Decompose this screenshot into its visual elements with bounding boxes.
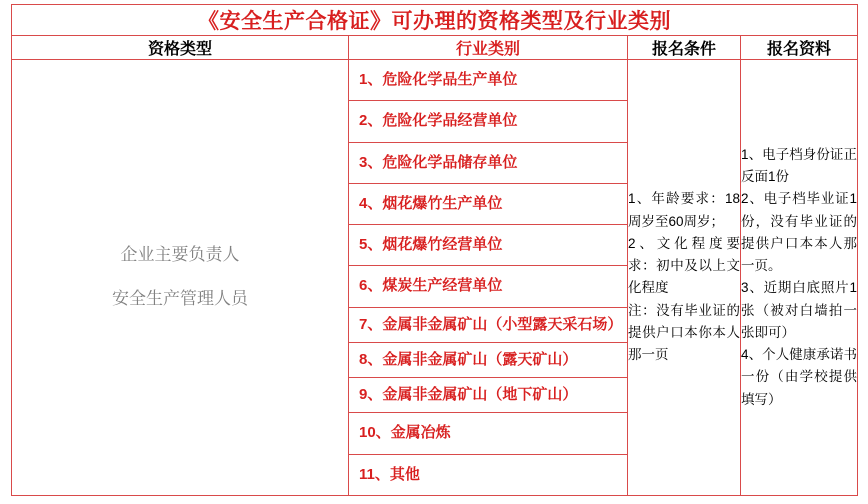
material-item: 4、个人健康承诺书一份（由学校提供填写） [741, 347, 857, 407]
list-item: 6、煤炭生产经营单位 [349, 266, 627, 307]
list-item: 5、烟花爆竹经营单位 [349, 225, 627, 266]
material-item: 2、电子档毕业证1份，没有毕业证的提供户口本本人那一页。 [741, 191, 857, 274]
table-content-row [12, 60, 858, 496]
qualification-type-cell [12, 60, 349, 496]
page-title: 《安全生产合格证》可办理的资格类型及行业类别 [198, 10, 671, 33]
material-item: 1、电子档身份证正反面1份 [741, 146, 857, 185]
industry-category-cell [349, 60, 628, 496]
document-page [0, 4, 868, 504]
column-header-registration-materials: 报名资料 [741, 36, 858, 60]
list-item: 7、金属非金属矿山（小型露天采石场） [349, 308, 627, 343]
qualification-type-item: 企业主要负责人 [120, 245, 240, 265]
condition-item: 注：没有毕业证的提供户口本你本人那一页 [628, 302, 740, 363]
material-item: 3、近期白底照片1张（被对白墙拍一张即可） [741, 280, 857, 340]
list-item: 3、危险化学品储存单位 [349, 143, 627, 184]
column-header-registration-conditions: 报名条件 [628, 36, 741, 60]
document-title-cell [12, 5, 858, 36]
list-item: 4、烟花爆竹生产单位 [349, 184, 627, 225]
list-item: 8、金属非金属矿山（露天矿山） [349, 343, 627, 378]
list-item: 1、危险化学品生产单位 [349, 60, 627, 101]
industry-category-list [349, 60, 627, 495]
list-item: 9、金属非金属矿山（地下矿山） [349, 378, 627, 413]
condition-item: 2、文化程度要求：初中及以上文化程度 [628, 235, 740, 296]
registration-materials-cell [741, 60, 858, 496]
list-item: 2、危险化学品经营单位 [349, 101, 627, 142]
table-header-row [12, 36, 858, 60]
column-header-qualification-type: 资格类型 [12, 36, 349, 60]
list-item: 10、金属冶炼 [349, 413, 627, 454]
qualification-table [11, 4, 858, 496]
table-title-row [12, 5, 858, 36]
registration-conditions-cell [628, 60, 741, 496]
qualification-type-item: 安全生产管理人员 [112, 289, 248, 309]
list-item: 11、其他 [359, 465, 420, 483]
column-header-industry-category: 行业类别 [349, 36, 628, 60]
condition-item: 1、年龄要求：18周岁至60周岁； [628, 191, 740, 229]
